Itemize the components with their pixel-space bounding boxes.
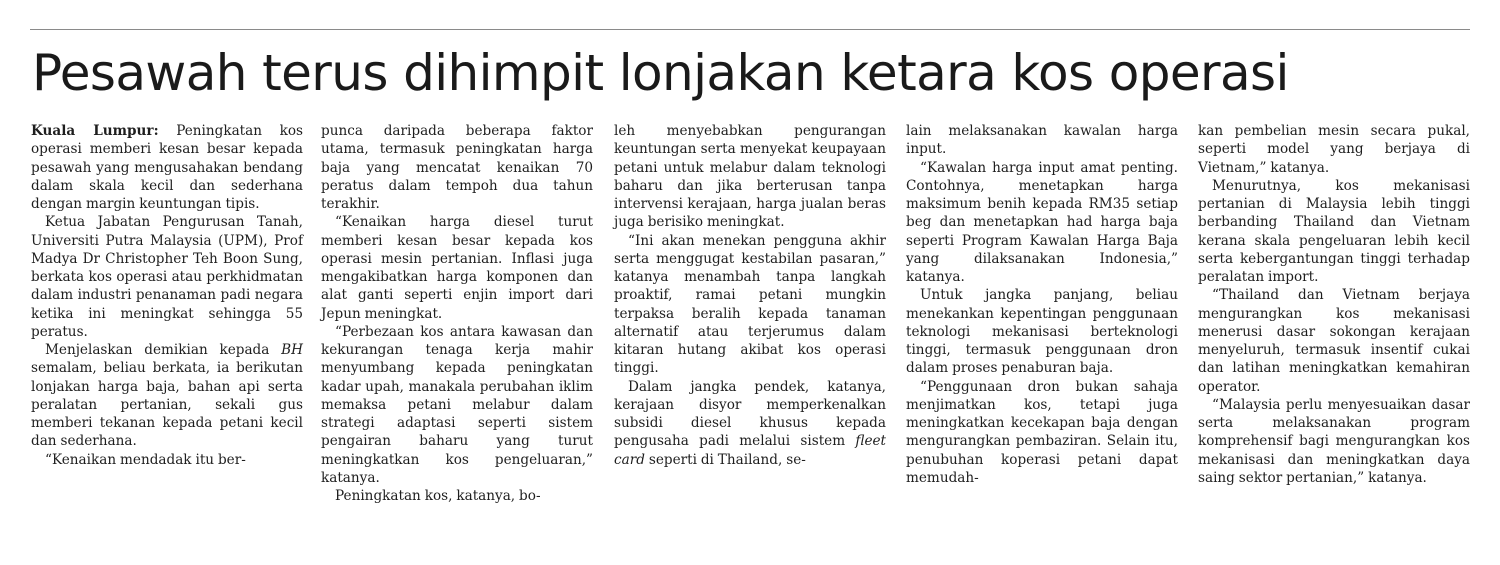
- article-paragraph: [906, 122, 1178, 159]
- paragraph-text: leh menyebabkan pengurangan keuntungan serta menyekat keupayaan petani untuk melabur dalam teknologi baharu dan jika berterusan tanpa intervensi kerajaan, harga jualan beras juga berisiko meningkat.: [614, 123, 886, 231]
- paragraph-text: “Kenaikan harga diesel turut memberi kesan besar kepada kos operasi mesin pertanian. Inflasi juga mengakibatkan harga komponen dan alat ganti seperti enjin import dari Jepun meningkat.: [321, 214, 593, 322]
- top-rule: [30, 29, 1470, 30]
- paragraph-text: Menjelaskan demikian kepada: [45, 342, 282, 358]
- article-paragraph: [321, 213, 593, 323]
- paragraph-text: kan pembelian mesin secara pukal, seperti model yang berjaya di Vietnam,” katanya.: [1198, 123, 1470, 176]
- article-paragraph: [906, 286, 1178, 377]
- headline: Pesawah terus dihimpit lonjakan ketara kos operasi: [32, 44, 1289, 102]
- article-paragraph: [1198, 286, 1470, 396]
- article-paragraph: [1198, 122, 1470, 177]
- paragraph-text: Untuk jangka panjang, beliau menekankan kepentingan penggunaan teknologi mekanisasi berteknologi tinggi, termasuk penggunaan dron dalam proses penaburan baja.: [906, 287, 1178, 377]
- paragraph-text: lain melaksanakan kawalan harga input.: [906, 123, 1178, 158]
- article-column-5: [1198, 122, 1470, 487]
- italic-text: BH: [281, 342, 303, 358]
- article-column-2: [321, 122, 593, 505]
- article-column-1: [31, 122, 303, 469]
- article-paragraph: [31, 341, 303, 451]
- paragraph-text: “Ini akan menekan pengguna akhir serta menggugat kestabilan pasaran,” katanya menambah tanpa langkah proaktif, ramai petani mungkin terpaksa beralih kepada tanaman alternatif atau terjerumus dalam kitaran hutang akibat kos operasi tinggi.: [614, 232, 886, 377]
- paragraph-text: “Kawalan harga input amat penting. Contohnya, menetapkan harga maksimum benih kepada RM35 setiap beg dan menetapkan had harga baja seperti Program Kawalan Harga Baja yang dilaksanakan Indonesia,” katanya.: [906, 159, 1178, 285]
- article-paragraph: [906, 378, 1178, 488]
- article-column-4: [906, 122, 1178, 487]
- paragraph-text: Peningkatan kos operasi memberi kesan besar kepada pesawah yang mengusahakan bendang dalam skala kecil dan sederhana dengan margin keuntungan tipis.: [31, 123, 304, 212]
- article-paragraph: [1198, 396, 1470, 487]
- italic-text: fleet card: [614, 433, 886, 468]
- paragraph-text: Ketua Jabatan Pengurusan Tanah, Universiti Putra Malaysia (UPM), Prof Madya Dr Christopher Teh Boon Sung, berkata kos operasi atau perkhidmatan dalam industri penanaman padi negara ketika ini meningkat sehingga 55 peratus.: [31, 214, 303, 340]
- dateline: Kuala Lumpur:: [31, 123, 159, 139]
- article-paragraph: [31, 213, 303, 341]
- article-paragraph: [614, 232, 886, 378]
- article-paragraph: [321, 487, 593, 505]
- article-paragraph: [614, 378, 886, 469]
- article-paragraph: [906, 159, 1178, 287]
- article-paragraph: [31, 122, 303, 213]
- article-paragraph: [31, 451, 303, 469]
- article-column-3: [614, 122, 886, 469]
- paragraph-text: Menurutnya, kos mekanisasi pertanian di Malaysia lebih tinggi berbanding Thailand dan Vietnam kerana skala pengeluaran lebih kecil serta kebergantungan tinggi terhadap peralatan import.: [1198, 177, 1470, 285]
- paragraph-text: Peningkatan kos, katanya, bo-: [335, 488, 541, 504]
- paragraph-text: punca daripada beberapa faktor utama, termasuk peningkatan harga baja yang mencatat kenaikan 70 peratus dalam tempoh dua tahun terakhir.: [321, 123, 593, 212]
- article-paragraph: [321, 122, 593, 213]
- article-paragraph: [614, 122, 886, 232]
- paragraph-text: seperti di Thailand, se-: [644, 451, 806, 468]
- paragraph-text: semalam, beliau berkata, ia berikutan lonjakan harga baja, bahan api serta peralatan pertanian, sekali gus memberi tekanan kepada petani kecil dan sederhana.: [31, 360, 303, 450]
- paragraph-text: “Malaysia perlu menyesuaikan dasar serta melaksanakan program komprehensif bagi mengurangkan kos mekanisasi dan meningkatkan daya saing sektor pertanian,” katanya.: [1198, 396, 1470, 486]
- article-paragraph: [321, 323, 593, 487]
- paragraph-text: “Thailand dan Vietnam berjaya mengurangkan kos mekanisasi menerusi dasar sokongan kerajaan menyeluruh, termasuk insentif cukai dan latihan meningkatkan kemahiran operator.: [1198, 287, 1470, 395]
- paragraph-text: “Penggunaan dron bukan sahaja menjimatkan kos, tetapi juga meningkatkan kecekapan baja dengan mengurangkan pembaziran. Selain itu, penubuhan koperasi petani dapat memudah-: [906, 378, 1178, 486]
- paragraph-text: “Kenaikan mendadak itu ber-: [45, 451, 246, 468]
- article-paragraph: [1198, 177, 1470, 287]
- paragraph-text: “Perbezaan kos antara kawasan dan kekurangan tenaga kerja mahir menyumbang kepada peningkatan kadar upah, manakala perubahan iklim memaksa petani melabur dalam strategi adaptasi seperti sistem pengairan baharu yang turut meningkatkan kos pengeluaran,” katanya.: [321, 323, 593, 486]
- paragraph-text: Dalam jangka pendek, katanya, kerajaan disyor memperkenalkan subsidi diesel khusus kepada pengusaha padi melalui sistem: [614, 378, 886, 450]
